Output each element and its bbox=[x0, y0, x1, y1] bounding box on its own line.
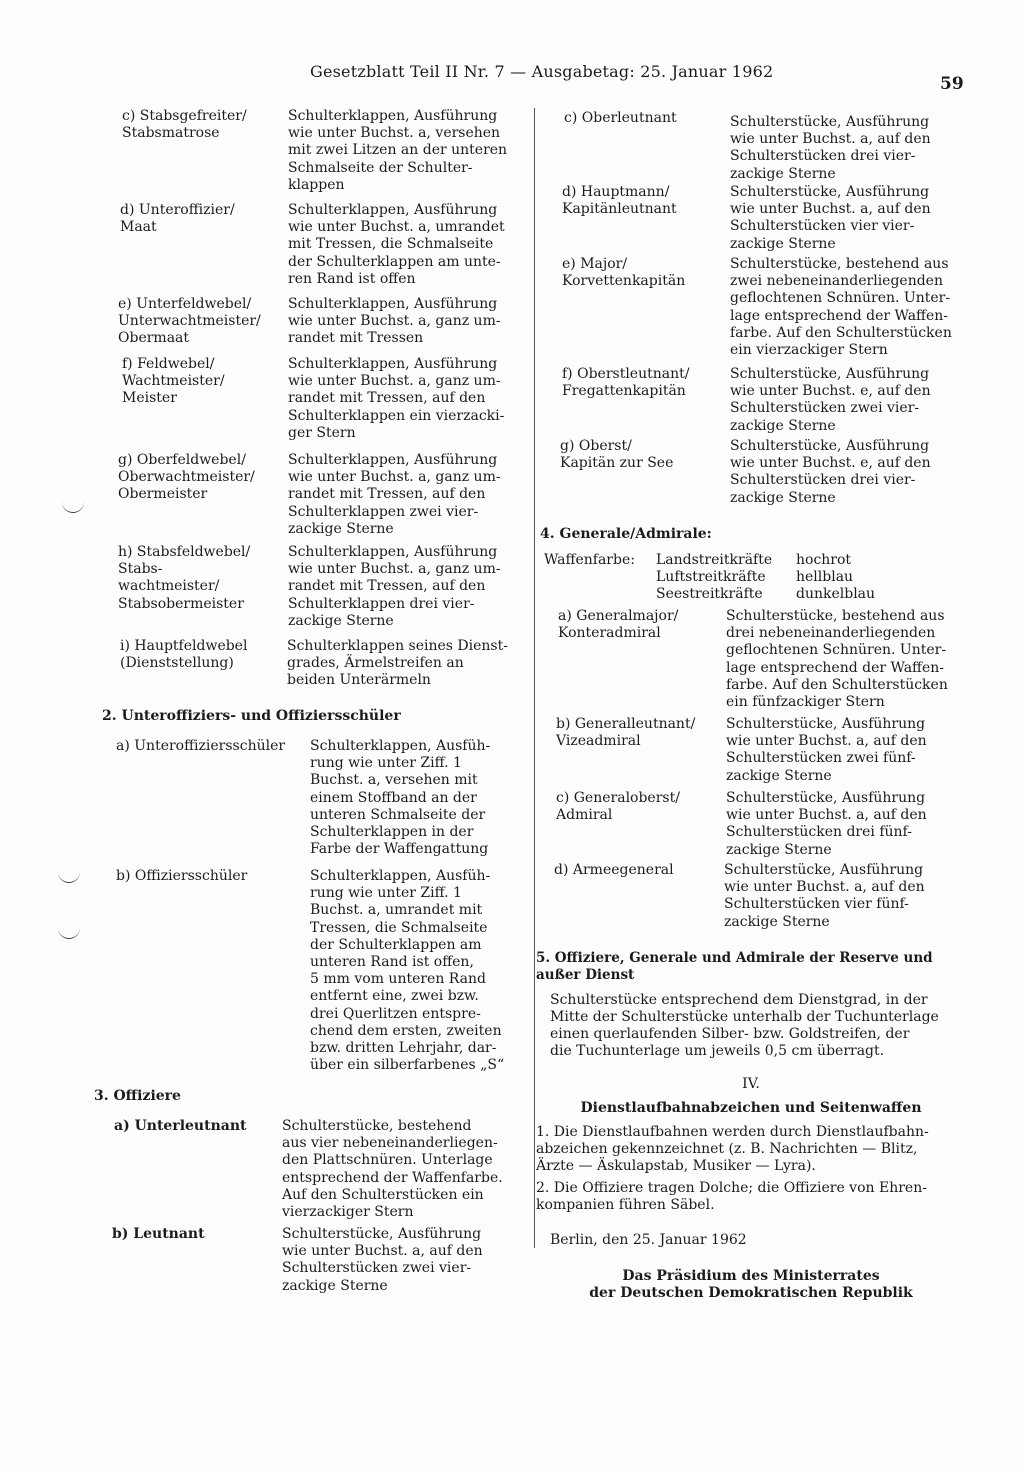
general-description: Schulterstücke, Ausführung wie unter Buchst. a, auf den Schulterstücken drei fünf- zackige Sterne bbox=[726, 790, 927, 858]
officer-description: Schulterstücke, Ausführung wie unter Buchst. e, auf den Schulterstücken zwei vier- zackige Sterne bbox=[730, 366, 931, 434]
rank-description: Schulterklappen, Ausführung wie unter Buchst. a, ganz um- randet mit Tressen, auf den Schulterklappen zwei vier- zackige Sterne bbox=[288, 452, 501, 537]
school-description: Schulterklappen, Ausfüh- rung wie unter Ziff. 1 Buchst. a, versehen mit einem Stoffband an der unteren Schmalseite der Schulterklappen in der Farbe der Waffengattung bbox=[310, 738, 491, 858]
branch-name: Seestreitkräfte bbox=[656, 586, 763, 602]
rank-description: Schulterklappen, Ausführung wie unter Buchst. a, versehen mit zwei Litzen an der unteren Schmalseite der Schulter- klappen bbox=[288, 108, 508, 193]
branch-name: Luftstreitkräfte bbox=[656, 569, 766, 585]
margin-mark bbox=[58, 872, 80, 883]
margin-mark bbox=[58, 928, 80, 939]
general-label: b) Generalleutnant/ Vizeadmiral bbox=[556, 716, 696, 750]
school-label: b) Offiziersschüler bbox=[116, 868, 248, 884]
column-divider bbox=[534, 108, 535, 1248]
signature-block: Das Präsidium des Ministerrates der Deutschen Demokratischen Republik bbox=[589, 1268, 913, 1301]
part-title: Dienstlaufbahnabzeichen und Seitenwaffen bbox=[580, 1100, 922, 1116]
section-3-title: 3. Offiziere bbox=[94, 1088, 181, 1104]
general-description: Schulterstücke, bestehend aus drei nebeneinanderliegenden geflochtenen Schnüren. Unter- lage entsprechend der Waffen- farbe. Auf den Schulterstücken ein fünfzackiger Stern bbox=[726, 608, 948, 711]
rank-description: Schulterklappen, Ausführung wie unter Buchst. a, ganz um- randet mit Tressen, auf den Schulterklappen drei vier- zackige Sterne bbox=[288, 544, 501, 629]
place-date: Berlin, den 25. Januar 1962 bbox=[550, 1232, 747, 1248]
officer-description: Schulterstücke, Ausführung wie unter Buchst. e, auf den Schulterstücken drei vier- zackige Sterne bbox=[730, 438, 931, 506]
school-label: a) Unteroffiziersschüler bbox=[116, 738, 286, 754]
general-label: d) Armeegeneral bbox=[554, 862, 674, 878]
part-number: IV. bbox=[742, 1076, 760, 1092]
rank-label: d) Unteroffizier/ Maat bbox=[120, 202, 235, 236]
officer-description: Schulterstücke, bestehend aus vier nebeneinanderliegen- den Plattschnüren. Unterlage entsprechend der Waffenfarbe. Auf den Schulterstücken ein vierzackiger Stern bbox=[282, 1118, 503, 1221]
branch-color: hochrot bbox=[796, 552, 852, 568]
general-label: a) Generalmajor/ Konteradmiral bbox=[558, 608, 679, 642]
officer-description: Schulterstücke, Ausführung wie unter Buchst. a, auf den Schulterstücken drei vier- zackige Sterne bbox=[730, 114, 931, 182]
rank-description: Schulterklappen, Ausführung wie unter Buchst. a, ganz um- randet mit Tressen bbox=[288, 296, 501, 347]
rank-description: Schulterklappen, Ausführung wie unter Buchst. a, umrandet mit Tressen, die Schmalseite der Schulterklappen am unte- ren Rand ist offen bbox=[288, 202, 505, 287]
rank-description: Schulterklappen, Ausführung wie unter Buchst. a, ganz um- randet mit Tressen, auf den Schulterklappen ein vierzacki- ger Stern bbox=[288, 356, 505, 441]
page-header: Gesetzblatt Teil II Nr. 7 — Ausgabetag: 25. Januar 1962 bbox=[310, 62, 774, 81]
officer-label: f) Oberstleutnant/ Fregattenkapitän bbox=[562, 366, 690, 400]
page-number: 59 bbox=[940, 74, 964, 94]
officer-description: Schulterstücke, bestehend aus zwei nebeneinanderliegenden geflochtenen Schnüren. Unter- lage entsprechend der Waffen- farbe. Auf den Schulterstücken ein vierzackiger Stern bbox=[730, 256, 952, 359]
general-description: Schulterstücke, Ausführung wie unter Buchst. a, auf den Schulterstücken vier fünf- zackige Sterne bbox=[724, 862, 925, 930]
officer-description: Schulterstücke, Ausführung wie unter Buchst. a, auf den Schulterstücken zwei vier- zackige Sterne bbox=[282, 1226, 483, 1294]
section-4-title: 4. Generale/Admirale: bbox=[540, 526, 712, 542]
officer-label: b) Leutnant bbox=[112, 1226, 205, 1242]
waffenfarbe-table bbox=[544, 552, 964, 608]
section-5-text: Schulterstücke entsprechend dem Dienstgrad, in der Mitte der Schulterstücke unterhalb der Tuchunterlage einen querlaufenden Silber- bzw. Goldstreifen, der die Tuchunterlage um jeweils 0,5 cm überragt. bbox=[550, 992, 939, 1059]
rank-description: Schulterklappen seines Dienst- grades, Ärmelstreifen an beiden Unterärmeln bbox=[287, 638, 508, 689]
general-description: Schulterstücke, Ausführung wie unter Buchst. a, auf den Schulterstücken zwei fünf- zackige Sterne bbox=[726, 716, 927, 784]
regulation-item-1: 1. Die Dienstlaufbahnen werden durch Dienstlaufbahn- abzeichen gekennzeichnet (z. B. Nachrichten — Blitz, Ärzte — Äskulapstab, Musiker — Lyra). bbox=[536, 1124, 929, 1174]
officer-label: d) Hauptmann/ Kapitänleutnant bbox=[562, 184, 677, 218]
officer-label: a) Unterleutnant bbox=[114, 1118, 247, 1134]
branch-color: dunkelblau bbox=[796, 586, 876, 602]
general-label: c) Generaloberst/ Admiral bbox=[556, 790, 680, 824]
waffenfarbe-label: Waffenfarbe: bbox=[544, 552, 635, 568]
officer-description: Schulterstücke, Ausführung wie unter Buchst. a, auf den Schulterstücken vier vier- zackige Sterne bbox=[730, 184, 931, 252]
regulation-item-2: 2. Die Offiziere tragen Dolche; die Offiziere von Ehren- kompanien führen Säbel. bbox=[536, 1180, 927, 1213]
rank-label: e) Unterfeldwebel/ Unterwachtmeister/ Obermaat bbox=[118, 296, 261, 347]
section-5-title: 5. Offiziere, Generale und Admirale der Reserve und außer Dienst bbox=[536, 950, 933, 983]
rank-label: g) Oberfeldwebel/ Oberwachtmeister/ Obermeister bbox=[118, 452, 255, 503]
officer-label: e) Major/ Korvettenkapitän bbox=[562, 256, 686, 290]
rank-label: f) Feldwebel/ Wachtmeister/ Meister bbox=[122, 356, 225, 407]
school-description: Schulterklappen, Ausfüh- rung wie unter Ziff. 1 Buchst. a, umrandet mit Tressen, die Schmalseite der Schulterklappen am unteren Rand ist offen, 5 mm vom unteren Rand entfernt eine, zwei bzw. drei Querlitzen entspre- chend dem ersten, zweiten bzw. dritten Lehrjahr, dar- über ein silberfarbenes „S“ bbox=[310, 868, 505, 1074]
branch-color: hellblau bbox=[796, 569, 854, 585]
margin-mark bbox=[62, 502, 84, 513]
branch-name: Landstreitkräfte bbox=[656, 552, 773, 568]
officer-label: g) Oberst/ Kapitän zur See bbox=[560, 438, 674, 472]
officer-label: c) Oberleutnant bbox=[564, 110, 677, 126]
section-2-title: 2. Unteroffiziers- und Offiziersschüler bbox=[102, 708, 401, 724]
rank-label: i) Hauptfeldwebel (Dienststellung) bbox=[120, 638, 248, 672]
rank-label: h) Stabsfeldwebel/ Stabs- wachtmeister/ Stabsobermeister bbox=[118, 544, 251, 612]
rank-label: c) Stabsgefreiter/ Stabsmatrose bbox=[122, 108, 247, 142]
